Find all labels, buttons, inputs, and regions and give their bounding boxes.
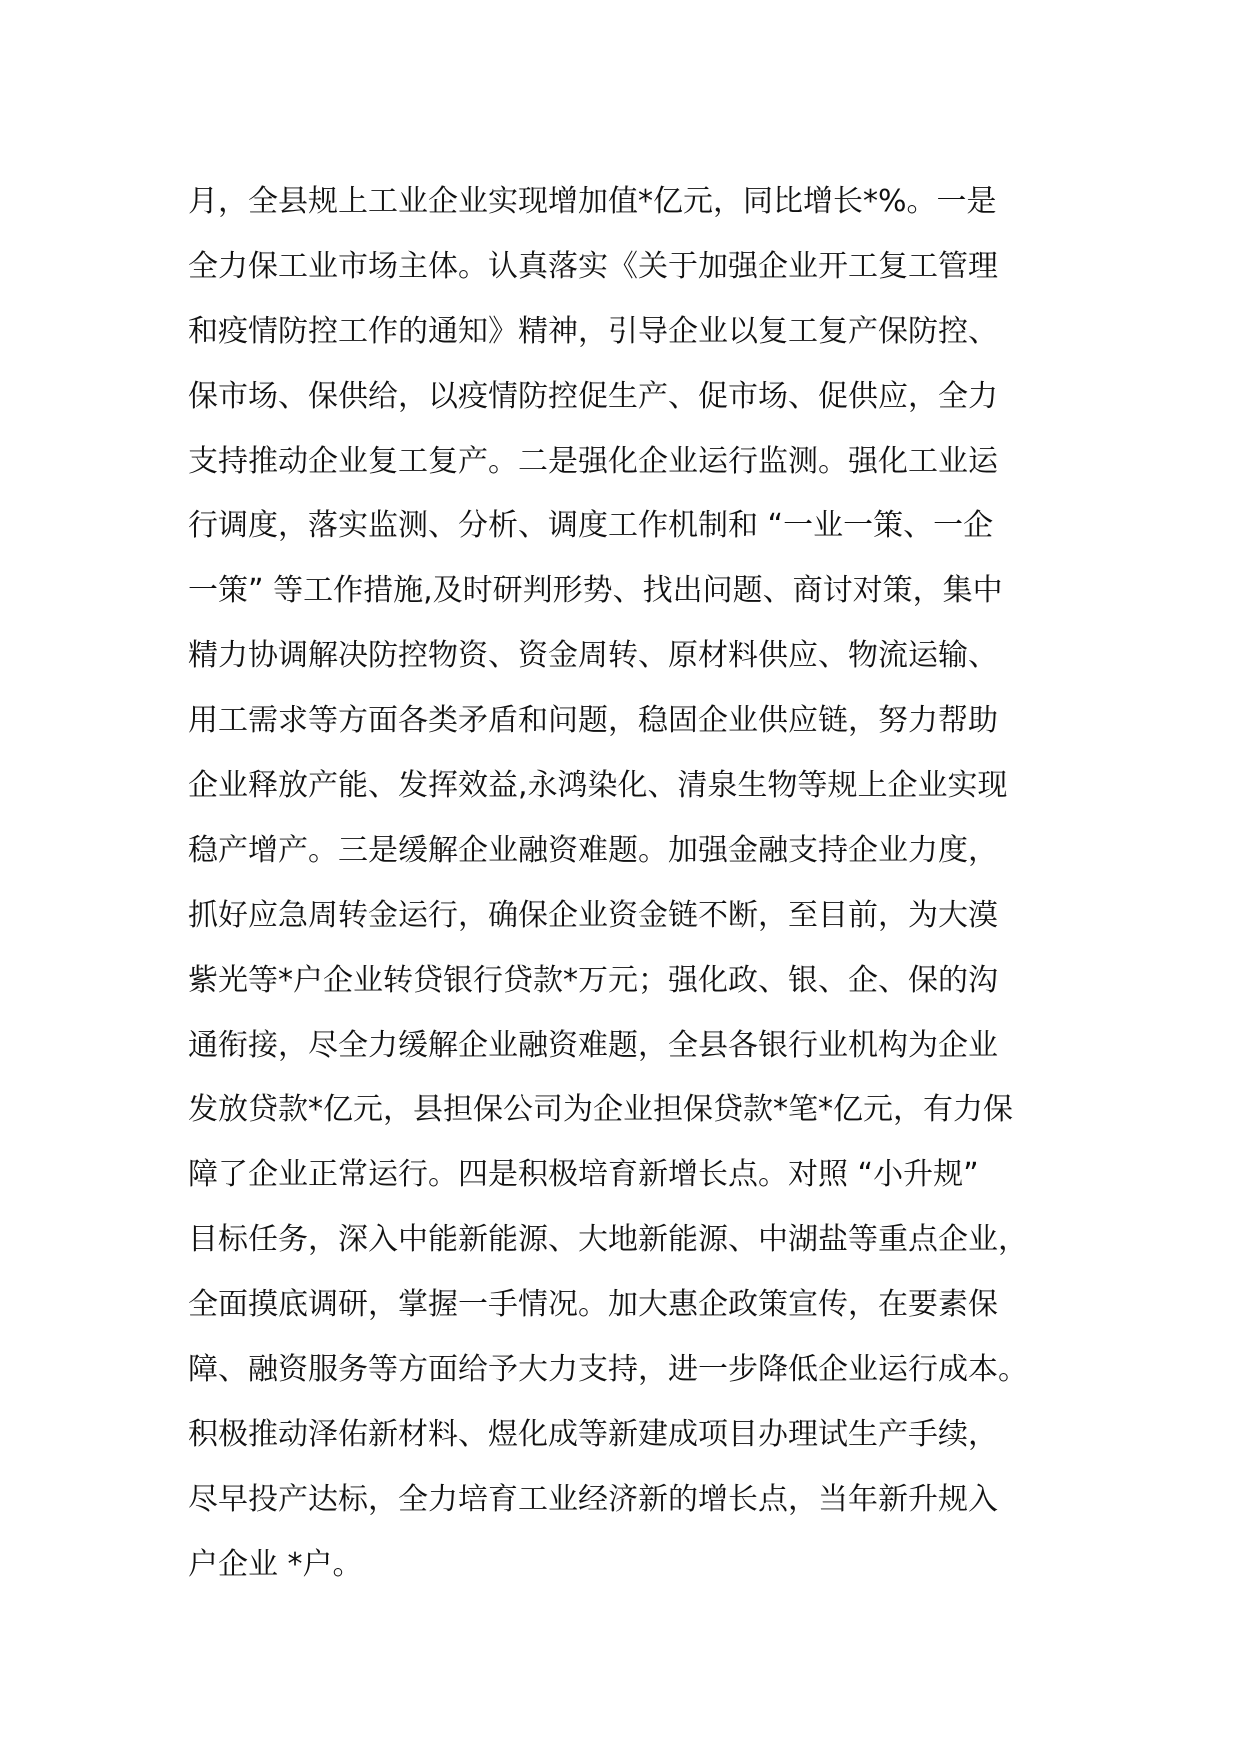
paragraph-line: 一策” 等工作措施,及时研判形势、找出问题、商讨对策，集中	[188, 573, 1003, 609]
paragraph-line: 尽早投产达标，全力培育工业经济新的增长点，当年新升规入	[188, 1481, 998, 1517]
paragraph-line: 全面摸底调研，掌握一手情况。加大惠企政策宣传，在要素保	[188, 1287, 998, 1323]
paragraph-line: 和疫情防控工作的通知》精神，引导企业以复工复产保防控、	[188, 313, 998, 349]
paragraph-line: 紫光等*户企业转贷银行贷款*万元；强化政、银、企、保的沟	[188, 962, 998, 998]
paragraph-line: 稳产增产。三是缓解企业融资难题。加强金融支持企业力度，	[188, 832, 998, 868]
paragraph-line: 企业释放产能、发挥效益,永鸿染化、清泉生物等规上企业实现	[188, 768, 1008, 804]
body-paragraph	[188, 170, 1088, 1598]
paragraph-line: 障了企业正常运行。四是积极培育新增长点。对照 “小升规”	[188, 1157, 979, 1193]
paragraph-line: 障、融资服务等方面给予大力支持，进一步降低企业运行成本。	[188, 1352, 1028, 1388]
paragraph-line: 抓好应急周转金运行，确保企业资金链不断，至目前，为大漠	[188, 897, 998, 933]
paragraph-line: 精力协调解决防控物资、资金周转、原材料供应、物流运输、	[188, 638, 998, 674]
paragraph-line: 全力保工业市场主体。认真落实《关于加强企业开工复工管理	[188, 248, 998, 284]
paragraph-line: 用工需求等方面各类矛盾和问题，稳固企业供应链，努力帮助	[188, 703, 998, 739]
paragraph-line: 发放贷款*亿元，县担保公司为企业担保贷款*笔*亿元，有力保	[188, 1092, 1013, 1128]
paragraph-line: 支持推动企业复工复产。二是强化企业运行监测。强化工业运	[188, 443, 998, 479]
paragraph-line: 行调度，落实监测、分析、调度工作机制和 “一业一策、一企	[188, 508, 994, 544]
paragraph-line: 月，全县规上工业企业实现增加值*亿元，同比增长*%。一是	[188, 184, 997, 219]
paragraph-line: 保市场、保供给，以疫情防控促生产、促市场、促供应，全力	[188, 378, 998, 414]
paragraph-line: 目标任务，深入中能新能源、大地新能源、中湖盐等重点企业，	[188, 1222, 1028, 1258]
paragraph-line: 积极推动泽佑新材料、煜化成等新建成项目办理试生产手续，	[188, 1416, 998, 1452]
paragraph-line: 户企业 *户。	[188, 1546, 363, 1582]
paragraph-line: 通衔接，尽全力缓解企业融资难题，全县各银行业机构为企业	[188, 1027, 998, 1063]
